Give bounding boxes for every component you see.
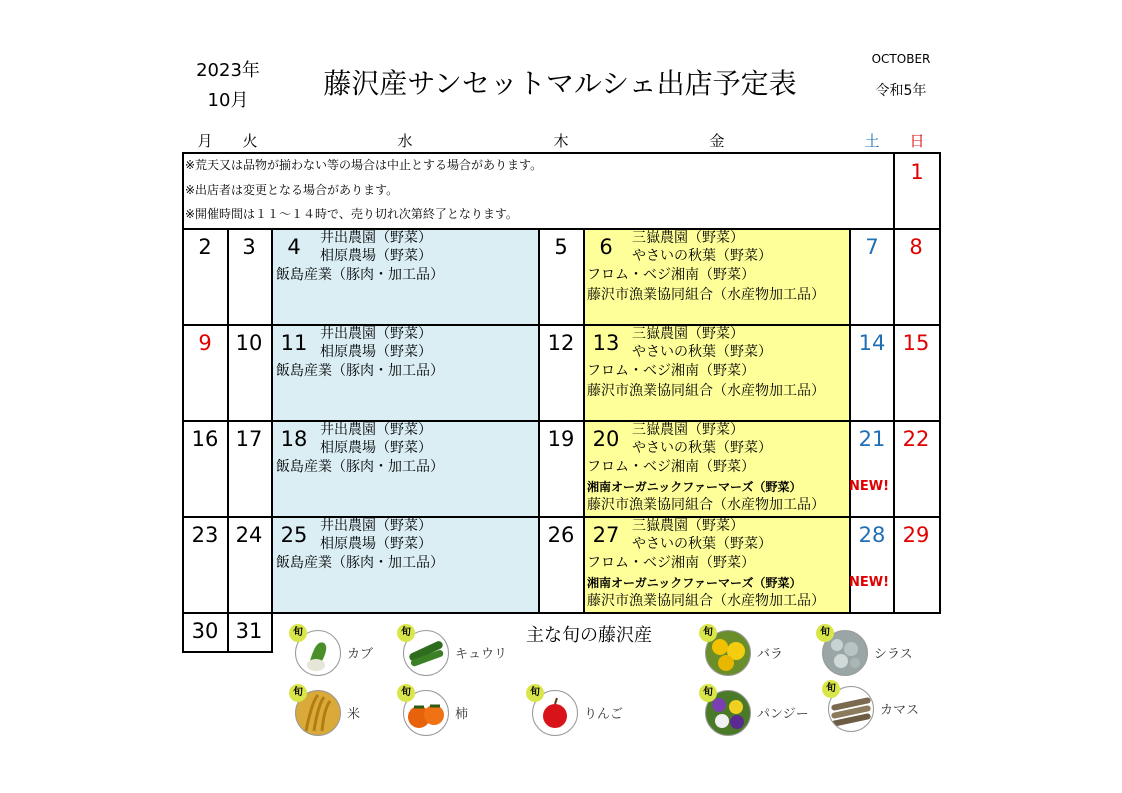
vendor-fishery: 藤沢市漁業協同組合（水産物加工品） [587,383,825,399]
vendor-fishery: 藤沢市漁業協同組合（水産物加工品） [587,593,825,609]
day-sat: 7 [865,235,879,259]
day-mon: 16 [191,427,219,451]
vendor-aihara: 相原農場（野菜） [320,344,432,360]
era-label: 令和5年 [875,83,927,99]
seasonal-badge: 旬 [816,624,834,642]
day-sun: 29 [902,523,930,547]
day-sun: 8 [909,235,923,259]
vendor-mitake: 三嶽農園（野菜） [632,422,744,438]
day-mon: 2 [198,235,212,259]
seasonal-badge: 旬 [699,624,717,642]
day-thu: 12 [547,331,575,355]
day-sun: 15 [902,331,930,355]
day-30: 30 [191,619,219,643]
vendor-fishery: 藤沢市漁業協同組合（水産物加工品） [587,287,825,303]
day-tue: 17 [235,427,263,451]
seasonal-badge: 旬 [397,624,415,642]
month-english: OCTOBER [871,52,931,66]
vendor-iijima: 飯島産業（豚肉・加工品） [276,363,444,379]
weekday-mon: 月 [197,132,213,150]
month-label: 10月 [207,90,249,111]
day-fri: 13 [592,331,620,355]
vendor-aihara: 相原農場（野菜） [320,440,432,456]
weekday-tue: 火 [242,132,258,150]
day-tue: 3 [242,235,256,259]
vendor-organic: 湘南オーガニックファーマーズ（野菜） [587,480,802,494]
day-fri: 20 [592,427,620,451]
new-badge: NEW! [849,479,890,494]
produce-label: バラ [757,647,784,662]
vendor-iijima: 飯島産業（豚肉・加工品） [276,459,444,475]
vendor-mitake: 三嶽農園（野菜） [632,518,744,534]
produce-label: シラス [874,647,913,662]
seasonal-badge: 旬 [822,680,840,698]
produce-label: カマス [880,703,920,718]
vendor-ide: 井出農園（野菜） [320,230,432,246]
vendor-ide: 井出農園（野菜） [320,326,432,342]
vendor-aihara: 相原農場（野菜） [320,248,432,264]
vendor-ide: 井出農園（野菜） [320,518,432,534]
day-1: 1 [910,160,924,184]
vendor-akiba: やさいの秋葉（野菜） [632,536,772,552]
vendor-organic: 湘南オーガニックファーマーズ（野菜） [587,576,802,590]
notice-hours: ※開催時間は１１～１４時で、売り切れ次第終了となります。 [185,207,518,221]
header-year-month [190,56,266,116]
produce-title: 主な旬の藤沢産 [526,625,652,646]
year-label: 2023年 [196,60,260,81]
day-31: 31 [235,619,263,643]
day-mon-holiday: 9 [198,331,212,355]
day-wed: 4 [287,235,301,259]
vendor-akiba: やさいの秋葉（野菜） [632,440,772,456]
weekday-fri: 金 [709,132,725,150]
day-tue: 10 [235,331,263,355]
day-sat: 21 [858,427,886,451]
seasonal-badge: 旬 [526,684,544,702]
notice-vendors: ※出店者は変更となる場合があります。 [185,183,399,197]
vendor-fromveg: フロム・ベジ湘南（野菜） [587,555,755,571]
vendor-fromveg: フロム・ベジ湘南（野菜） [587,363,755,379]
produce-label: 柿 [455,707,469,722]
vendor-fishery: 藤沢市漁業協同組合（水産物加工品） [587,497,825,513]
produce-label: パンジー [757,707,809,722]
day-tue: 24 [235,523,263,547]
vendor-akiba: やさいの秋葉（野菜） [632,248,772,264]
produce-label: りんご [584,707,624,722]
produce-label: キュウリ [455,647,508,662]
vendor-akiba: やさいの秋葉（野菜） [632,344,772,360]
vendor-mitake: 三嶽農園（野菜） [632,326,744,342]
seasonal-badge: 旬 [289,624,307,642]
produce-label: 米 [347,707,361,722]
day-fri: 6 [599,235,613,259]
vendor-mitake: 三嶽農園（野菜） [632,230,744,246]
seasonal-badge: 旬 [289,684,307,702]
day-mon: 23 [191,523,219,547]
notice-weather: ※荒天又は品物が揃わない等の場合は中止とする場合があります。 [185,158,543,172]
day-thu: 26 [547,523,575,547]
vendor-fromveg: フロム・ベジ湘南（野菜） [587,267,755,283]
seasonal-badge: 旬 [397,684,415,702]
vendor-ide: 井出農園（野菜） [320,422,432,438]
day-wed: 18 [280,427,308,451]
seasonal-badge: 旬 [699,684,717,702]
vendor-iijima: 飯島産業（豚肉・加工品） [276,267,444,283]
weekday-wed: 水 [397,132,413,150]
day-wed: 25 [280,523,308,547]
day-thu: 19 [547,427,575,451]
weekday-sun: 日 [909,132,925,150]
day-fri: 27 [592,523,620,547]
day-wed: 11 [280,331,308,355]
page-title: 藤沢産サンセットマルシェ出店予定表 [323,67,797,100]
day-sat: 14 [858,331,886,355]
vendor-aihara: 相原農場（野菜） [320,536,432,552]
day-thu: 5 [554,235,568,259]
vendor-fromveg: フロム・ベジ湘南（野菜） [587,459,755,475]
weekday-sat: 土 [864,132,880,150]
produce-label: カブ [347,647,374,662]
weekday-thu: 木 [553,132,569,150]
day-sat: 28 [858,523,886,547]
new-badge: NEW! [849,575,890,590]
vendor-iijima: 飯島産業（豚肉・加工品） [276,555,444,571]
day-sun: 22 [902,427,930,451]
